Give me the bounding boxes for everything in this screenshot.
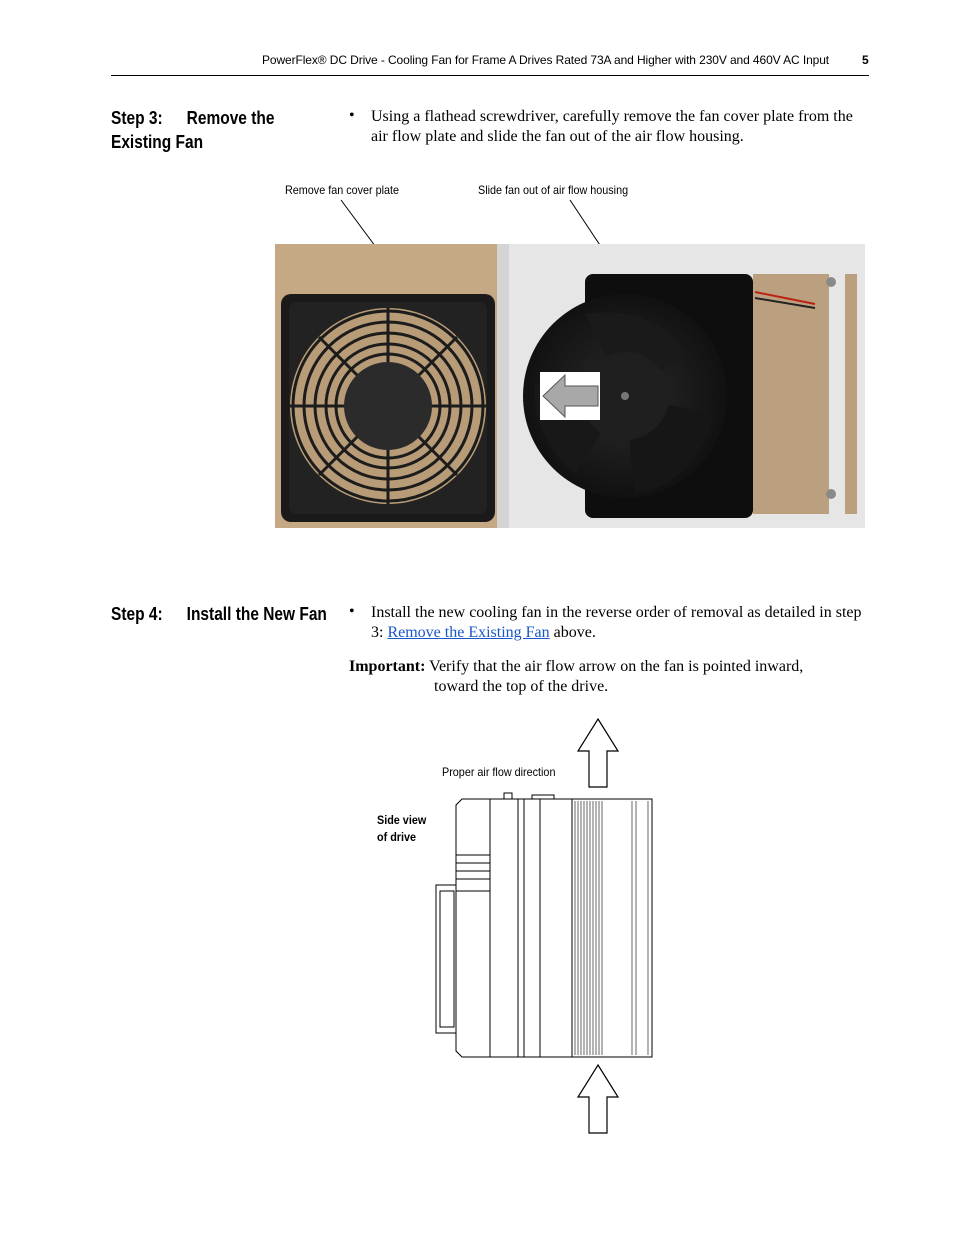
heatsink-fins xyxy=(575,801,648,1055)
step4-heading xyxy=(111,602,327,626)
important-label: Important: xyxy=(349,658,426,675)
step4-text xyxy=(371,603,871,643)
step3-title-line1: Remove the xyxy=(186,108,275,128)
step3-title-line2: Existing Fan xyxy=(111,132,204,152)
side-view-line1: Side view xyxy=(377,813,427,827)
callout-slide-fan: Slide fan out of air flow housing xyxy=(478,183,629,197)
step4-title: Install the New Fan xyxy=(186,604,327,624)
airflow-arrow-bottom xyxy=(578,1065,618,1133)
step4-bullet: • xyxy=(349,603,355,620)
slide-direction-arrow xyxy=(540,372,600,420)
step4-text-after: above. xyxy=(549,624,596,641)
step3-bullet: • xyxy=(349,107,355,124)
step3-text: Using a flathead screwdriver, carefully remove the fan cover plate from the air flow plate and slide the fan out of the air flow housing. xyxy=(371,108,853,145)
step4-number: Step 4: xyxy=(111,604,163,624)
drive-outline xyxy=(436,793,652,1057)
page-number: 5 xyxy=(862,53,869,67)
side-view-line2: of drive xyxy=(377,830,417,844)
important-line1: Verify that the air flow arrow on the fan is pointed inward, xyxy=(429,658,804,675)
airflow-arrow-top xyxy=(578,719,618,787)
callout-remove-cover: Remove fan cover plate xyxy=(285,183,400,197)
important-line2: toward the top of the drive. xyxy=(434,678,609,695)
remove-existing-fan-link[interactable]: Remove the Existing Fan xyxy=(387,624,550,641)
fan-cover-plate xyxy=(281,294,495,522)
step4-text-before: Install the new cooling fan in the reverse order of removal as detailed in step 3: xyxy=(371,604,862,641)
side-view-label xyxy=(377,812,426,846)
airflow-direction-label: Proper air flow direction xyxy=(442,765,556,779)
step3-number: Step 3: xyxy=(111,108,163,128)
running-header: PowerFlex® DC Drive - Cooling Fan for Frame A Drives Rated 73A and Higher with 230V and 460V AC Input xyxy=(262,53,830,67)
fan-removal-photo xyxy=(275,244,865,528)
drive-side-view-diagram xyxy=(420,715,670,1135)
important-note xyxy=(349,657,803,697)
